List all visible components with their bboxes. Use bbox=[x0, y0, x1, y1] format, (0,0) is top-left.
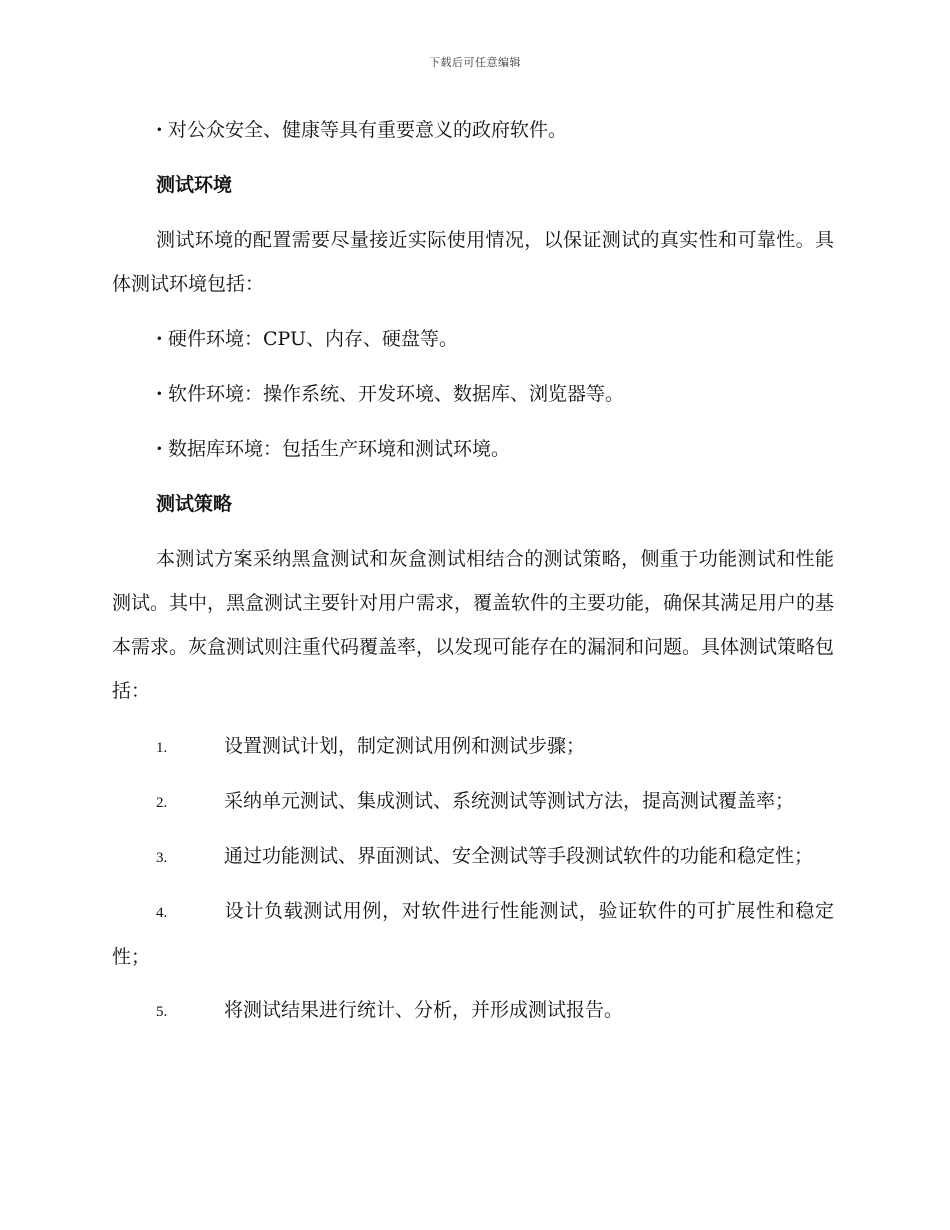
bullet-item bbox=[112, 372, 834, 416]
bullet-item bbox=[112, 108, 834, 152]
bullet-dot-icon: · bbox=[156, 328, 163, 350]
item-text: 将测试结果进行统计、分析，并形成测试报告。 bbox=[224, 999, 624, 1021]
numbered-item bbox=[112, 988, 834, 1034]
bullet-item bbox=[112, 317, 834, 361]
paragraph-environment: 测试环境的配置需要尽量接近实际使用情况，以保证测试的真实性和可靠性。具体测试环境包括： bbox=[112, 229, 834, 295]
item-text: 通过功能测试、界面测试、安全测试等手段测试软件的功能和稳定性； bbox=[224, 845, 814, 867]
page-header: 下载后可任意编辑 bbox=[429, 56, 521, 69]
item-number: 5. bbox=[156, 1004, 168, 1020]
bullet-text: 数据库环境：包括生产环境和测试环境。 bbox=[168, 438, 511, 460]
item-number: 2. bbox=[156, 795, 168, 811]
bullet-dot-icon: · bbox=[156, 383, 163, 405]
section-heading-strategy: 测试策略 bbox=[156, 493, 233, 515]
numbered-item bbox=[112, 834, 834, 880]
paragraph-strategy: 本测试方案采纳黑盒测试和灰盒测试相结合的测试策略，侧重于功能测试和性能测试。其中，黑盒测试主要针对用户需求，覆盖软件的主要功能，确保其满足用户的基本需求。灰盒测试则注重代码覆盖率，以发现可能存在的漏洞和问题。具体测试策略包括： bbox=[112, 548, 835, 702]
item-text: 设计负载测试用例，对软件进行性能测试，验证软件的可扩展性和稳定性； bbox=[112, 900, 834, 968]
item-number: 1. bbox=[156, 740, 168, 756]
bullet-item bbox=[112, 427, 834, 471]
bullet-text: 对公众安全、健康等具有重要意义的政府软件。 bbox=[168, 119, 568, 141]
item-text: 设置测试计划，制定测试用例和测试步骤； bbox=[224, 735, 586, 757]
bullet-dot-icon: · bbox=[156, 119, 163, 141]
section-heading-environment: 测试环境 bbox=[156, 174, 233, 196]
bullet-text: 软件环境：操作系统、开发环境、数据库、浏览器等。 bbox=[168, 383, 625, 405]
item-text: 采纳单元测试、集成测试、系统测试等测试方法，提高测试覆盖率； bbox=[224, 790, 795, 812]
numbered-item bbox=[112, 724, 834, 770]
bullet-dot-icon: · bbox=[156, 438, 163, 460]
numbered-item bbox=[112, 889, 834, 979]
item-number: 4. bbox=[156, 905, 168, 921]
bullet-text: 硬件环境：CPU、内存、硬盘等。 bbox=[168, 328, 459, 350]
item-number: 3. bbox=[156, 850, 168, 866]
document-body bbox=[112, 108, 834, 1043]
numbered-item bbox=[112, 779, 834, 825]
